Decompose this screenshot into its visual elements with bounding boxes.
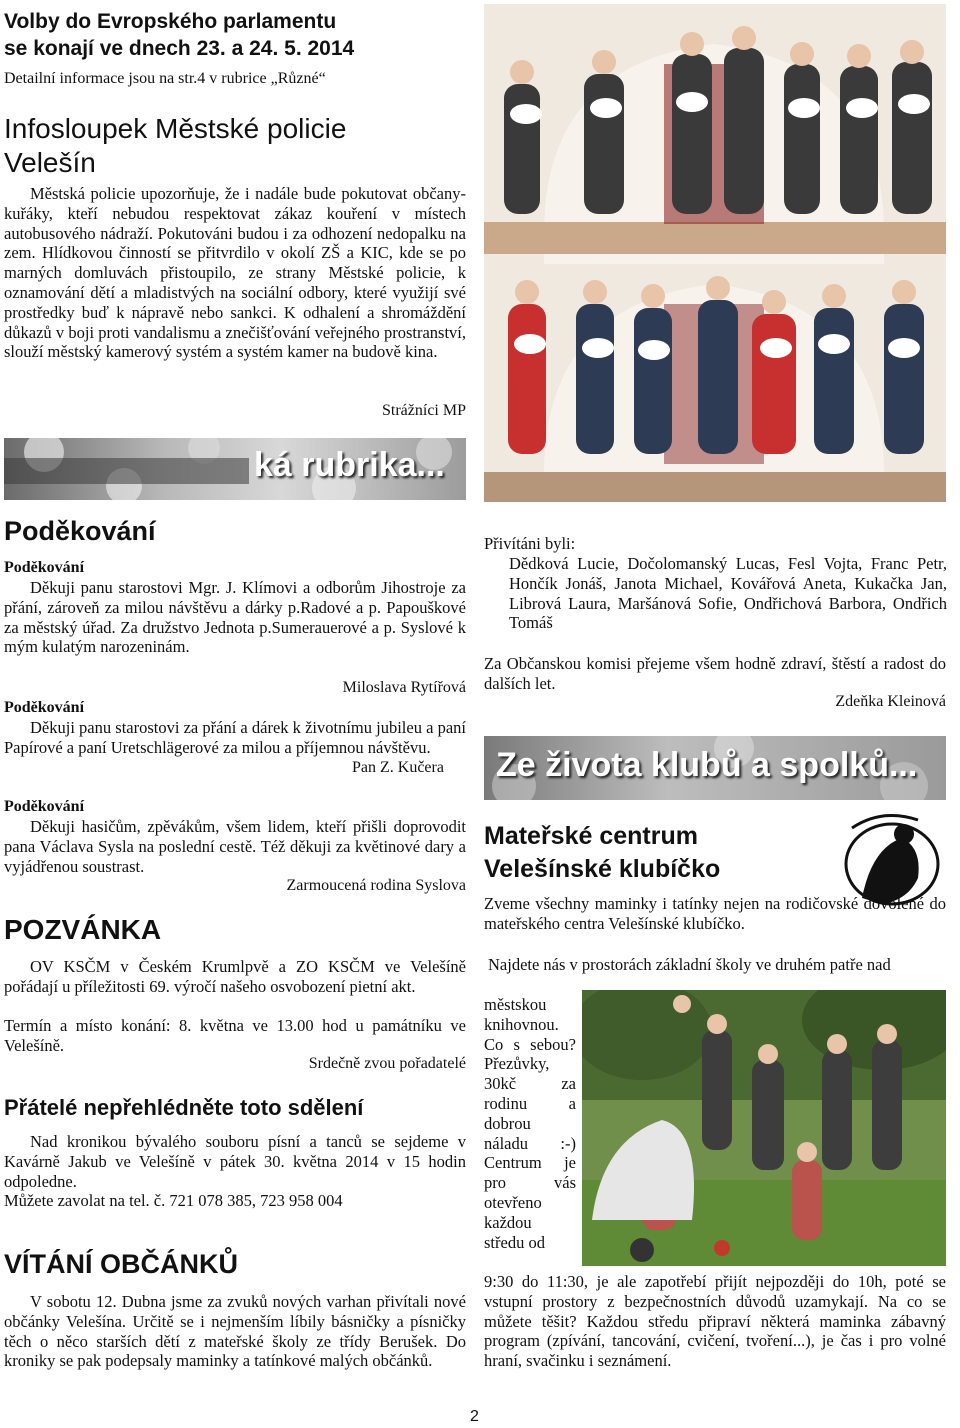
centre-title-line2: Velešínské klubíčko <box>484 855 721 883</box>
election-title-line2: se konají ve dnech 23. a 24. 5. 2014 <box>4 37 355 60</box>
banner-left-text: ká rubrika... <box>254 446 445 484</box>
centre-text2-bottom: 9:30 do 11:30, je ale zapotřebí přijít nejpozději do 10h, poté se vstupní prostory z bezpečnostních důvodů uzamykají. Na co se můžete těšit? Každou středu připraví některá maminka zábavný program (zpívání, tancování, cvičení, tvoření...), je čas i pro volné hraní, svačinku i seznámení. <box>484 1272 946 1371</box>
centre-text1-body: Zveme všechny maminky i tatínky nejen na rodičovské dovolené do mateřského centra Velešínské klubíčko. <box>484 894 946 933</box>
thanks2-subheading: Poděkování <box>4 699 85 716</box>
centre-text1 <box>484 894 946 934</box>
thanks2-text: Děkuji panu starostovi za přání a dárek k životnímu jubileu a paní Papírové a paní Uretschlägerové za milou a příjemnou návštěvu. <box>4 718 466 757</box>
centre-text2-top: Najdete nás v prostorách základní školy ve druhém patře nad <box>488 955 891 974</box>
friends-phone: Můžete zavolat na tel. č. 721 078 385, 723 958 004 <box>4 1191 343 1210</box>
friends-heading: Přátelé nepřehlédněte toto sdělení <box>4 1095 364 1120</box>
invite-heading: POZVÁNKA <box>4 914 162 945</box>
welcomed-names: Dědková Lucie, Dočolomanský Lucas, Fesl Vojta, Franc Petr, Hončík Jonáš, Janota Michael, Kovářová Aneta, Kukačka Jan, Librová Laura, Maršánová Sofie, Ondřichová Barbora, Ondřich Tomáš <box>509 554 947 633</box>
election-title-line1: Volby do Evropského parlamentu <box>4 10 337 33</box>
welcome-text: V sobotu 12. Dubna jsme za zvuků nových varhan přivítali nové občánky Velešína. Určitě se i nejmenším líbily básničky a písničky těch o něco starších dětí z mateřské školy ze třídy Berušek. Do kroniky se pak podepsaly maminky a tatínkové malých občánků. <box>4 1292 466 1371</box>
centre-photo <box>582 990 946 1266</box>
thanks-heading: Poděkování <box>4 516 156 546</box>
section-banner-right <box>484 736 946 800</box>
police-title-line1: Infosloupek Městské policie <box>4 113 347 144</box>
welcomed-label: Přivítáni byli: <box>484 534 576 553</box>
ceremony-photo-art <box>484 4 946 502</box>
wishes-text: Za Občanskou komisi přejeme všem hodně zdraví, štěstí a radost do dalších let. <box>484 654 946 693</box>
wishes-signature: Zdeňka Kleinová <box>835 693 946 710</box>
page-number: 2 <box>470 1408 479 1425</box>
thanks1-text: Děkuji panu starostovi Mgr. J. Klímovi a odborům Jihostroje za přání, zároveň za milou návštěvu a dárky p.Radové a p. Papouškové za městský úřad. Za družstvo Jednota p.Sumerauerové a p. Syslové k mým kulatým narozeninám. <box>4 578 466 657</box>
police-title-line2: Velešín <box>4 147 96 178</box>
centre-text2-side: městskou knihovnou. Co s sebou? Přezůvky, 30kč za rodinu a dobrou náladu :-) Centrum je pro vás otevřeno každou středu od <box>484 995 576 1252</box>
thanks2-signature: Pan Z. Kučera <box>352 759 444 776</box>
police-heading <box>4 112 474 180</box>
centre-heading <box>484 820 720 886</box>
thanks1-signature: Miloslava Rytířová <box>342 679 466 696</box>
invite-signature: Srdečně zvou pořadatelé <box>308 1055 466 1072</box>
section-banner-left <box>4 438 466 500</box>
thanks3-subheading: Poděkování <box>4 798 85 815</box>
invite-text: OV KSČM v Českém Krumlpvě a ZO KSČM ve Velešíně pořádají u příležitosti 69. výročí našeho osvobození pietní akt. <box>4 957 466 996</box>
invite-when: Termín a místo konání: 8. května ve 13.00 hod u památníku ve Velešíně. <box>4 1016 466 1055</box>
ceremony-photo <box>484 4 946 502</box>
thanks3-signature: Zarmoucená rodina Syslova <box>286 877 466 894</box>
welcome-heading: VÍTÁNÍ OBČÁNKŮ <box>4 1249 238 1279</box>
banner-right-text: Ze života klubů a spolků... <box>496 746 918 784</box>
election-detail: Detailní informace jsou na str.4 v rubrice „Různé“ <box>4 70 326 87</box>
police-signature: Strážníci MP <box>382 402 466 419</box>
thanks3-text: Děkuji hasičům, zpěvákům, všem lidem, kteří přišli doprovodit pana Václava Sysla na poslední cestě. Též děkuji za květinové dary a vyjádřenou soustrast. <box>4 817 466 876</box>
centre-title-line1: Mateřské centrum <box>484 822 698 850</box>
election-heading <box>4 8 474 62</box>
friends-text: Nad kronikou bývalého souboru písní a tanců se sejdeme v Kavárně Jakub ve Velešíně v pátek 30. května 2014 v 15 hodin odpoledne. <box>4 1132 466 1191</box>
centre-photo-art <box>582 990 946 1266</box>
thanks1-subheading: Poděkování <box>4 559 85 576</box>
police-text: Městská policie upozorňuje, že i nadále bude pokutovat občany-kuřáky, kteří nebudou respektovat zákaz kouření v místech autobusového nádraží. Pokutováni budou i za odhození nedopalku na zem. Hlídkovou činností se přitvrdilo v okolí ZŠ a KIC, kde se po marných domluvách přistoupilo, ze strany Městské policie, k oznamování dětí a mladistvých na sociální odbory, které využijí své prostředky buď k nápravě nebo sankci. K odhalení a shromáždění důkazů v boji proti vandalismu a znečišťování veřejného prostranství, slouží městský kamerový systém a systém kamer na budově kina. <box>4 184 466 362</box>
